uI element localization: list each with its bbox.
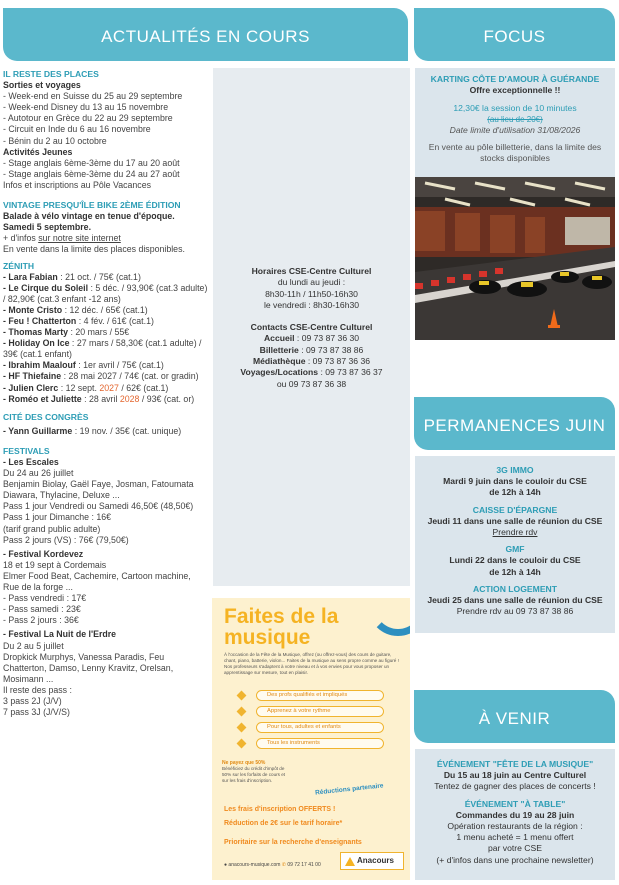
zenith-artist: - Ibrahim Maalouf (3, 360, 76, 371)
zenith-year: 2028 (119, 393, 140, 404)
ad-bullet-icon (237, 739, 247, 749)
escales-line: Pass 1 jour Vendredi ou Samedi 46,50€ (48,50€) (3, 501, 194, 512)
perm-line: Jeudi 25 dans une salle de réunion du CSE (427, 595, 603, 606)
perm-line: de 12h à 14h (489, 487, 541, 498)
ad-contact (224, 862, 321, 868)
contact-line (213, 367, 410, 378)
perm-line: Jeudi 11 dans une salle de réunion du CSE (427, 515, 603, 526)
jeunes-title: Activités Jeunes (3, 146, 73, 157)
zenith-detail: : 5 déc. / 93,90€ (cat.3 adulte) / 82,90€ (cat.3 enfant -12 ans) (3, 282, 208, 304)
zenith-artist: - Le Cirque du Soleil (3, 282, 89, 293)
sorties-item: - Autotour en Grèce du 22 au 29 septembre (3, 113, 173, 124)
phone-icon: ✆ (281, 862, 286, 868)
event-line: 1 menu acheté = 1 menu offert (456, 832, 574, 843)
kordevez-line: Elmer Food Beat, Cachemire, Cartoon machine, Rue de la forge ... (3, 570, 191, 593)
erdre-line: Il reste des pass : (3, 684, 72, 695)
zenith-artist: - Monte Cristo (3, 304, 63, 315)
zenith-artist: - Julien Clerc (3, 382, 59, 393)
focus-price: 12,30€ la session de 10 minutes (453, 103, 577, 113)
section-congres-title: CITÉ DES CONGRÈS (3, 411, 89, 422)
zenith-item (3, 360, 209, 371)
vintage-sale: En vente dans la limite des places disponibles. (3, 244, 185, 255)
focus-offer: Offre exceptionnelle !! (469, 85, 561, 95)
jeunes-item: - Stage anglais 6ème-3ème du 17 au 20 août (3, 157, 180, 168)
contact-line (213, 356, 410, 367)
zenith-detail: : 12 déc. / 65€ (cat.1) (62, 304, 148, 315)
hours-line: 8h30-11h / 11h50-16h30 (265, 288, 358, 299)
kordevez-line: - Pass vendredi : 17€ (3, 593, 87, 604)
anacours-logo (340, 852, 404, 870)
focus-title: KARTING CÔTE D'AMOUR À GUÉRANDE (430, 74, 600, 84)
vintage-info (3, 233, 209, 244)
infos-text: Infos et inscriptions au Pôle Vacances (3, 179, 152, 190)
hours-line: le vendredi : 8h30-16h30 (263, 299, 360, 310)
perm-rdv-link[interactable]: Prendre rdv (492, 527, 538, 538)
section-zenith-title: ZÉNITH (3, 260, 35, 271)
ad-bullet-icon (237, 723, 247, 733)
escales-line: Pass 1 jour Dimanche : 16€ (3, 512, 112, 523)
focus-old-price: (au lieu de 20€) (487, 115, 543, 124)
ad-tax-credit (222, 760, 292, 784)
event-title: ÉVÉNEMENT "FÊTE DE LA MUSIQUE" (436, 759, 594, 769)
zenith-detail: / 62€ (cat.1) (118, 382, 169, 393)
vintage-info-prefix: + d'infos (3, 233, 39, 244)
hours-line: du lundi au jeudi : (277, 277, 346, 288)
contact-line: ou 09 73 87 36 38 (276, 378, 347, 389)
ad-pill: Pour tous, adultes et enfants (256, 722, 384, 733)
zenith-item (3, 283, 209, 305)
sorties-item: - Week-end en Suisse du 25 au 29 septembre (3, 91, 183, 102)
zenith-item (3, 316, 209, 327)
erdre-line: Du 2 au 5 juillet (3, 640, 64, 651)
zenith-item (3, 394, 209, 405)
zenith-artist: - Thomas Marty (3, 327, 69, 338)
header-actualites: ACTUALITÉS EN COURS (3, 8, 408, 61)
karting-track-illustration (415, 177, 615, 340)
sorties-item: - Circuit en Inde du 6 au 16 novembre (3, 124, 151, 135)
congres-item (3, 426, 209, 437)
escales-title: - Les Escales (3, 457, 59, 467)
zenith-detail: : 27 mars / 58,30€ (cat.1 adulte) / 39€ (cat.1 enfant) (3, 338, 202, 360)
zenith-item (3, 338, 209, 360)
ad-bullet-icon (237, 691, 247, 701)
ad-tax-credit-text: Bénéficiez du crédit d'impôt de 50% sur les forfaits de cours et sur les frais d'inscription. (222, 766, 286, 783)
contact-phone: : 09 73 87 38 86 (298, 344, 364, 355)
focus-limit: Date limite d'utilisation 31/08/2026 (449, 125, 581, 135)
permanences-panel (415, 456, 615, 633)
event-line: par votre CSE (488, 843, 542, 854)
congres-artist: - Yann Guillarme (3, 425, 73, 436)
zenith-year: 2027 (99, 382, 119, 393)
ad-title: Faites de la musique (224, 605, 339, 649)
contact-line (213, 345, 410, 356)
ad-text: À l'occasion de la Fête de la Musique, offrez (ou offrez-vous) des cours de guitare, chant, piano, batterie, violon... Faites de la musique au sens propre comme au figuré ! Nos professeurs s'adaptent à votre niveau et à vos envies pour vous proposer un apprentissage sur mesure, tout en plaisir. (224, 652, 399, 675)
perm-title: CAISSE D'ÉPARGNE (472, 504, 558, 515)
kordevez-title: - Festival Kordevez (3, 548, 84, 559)
ad-phone: 09 72 17 41 00 (287, 862, 321, 868)
zenith-detail: : 1er avril / 75€ (cat.1) (75, 360, 164, 371)
escales-line: (tarif grand public adulte) (3, 523, 101, 534)
ad-pill: Des profs qualifiés et impliqués (256, 690, 384, 701)
globe-icon: ● (224, 862, 228, 868)
ad-decor-arc (368, 598, 410, 636)
escales-line: Pass 2 jours (VS) : 76€ (79,50€) (3, 534, 129, 545)
perm-line: Mardi 9 juin dans le couloir du CSE (443, 476, 587, 487)
left-column (3, 66, 209, 718)
logo-text: Anacours (357, 856, 394, 865)
zenith-detail: / 93€ (cat. or) (139, 393, 195, 404)
perm-line: de 12h à 14h (489, 566, 541, 577)
perm-title: GMF (505, 544, 525, 555)
escales-line: Benjamin Biolay, Gaël Faye, Josman, Fatoumata Diawara, Thylacine, Deluxe ... (3, 479, 194, 501)
event-line: Du 15 au 18 juin au Centre Culturel (443, 770, 587, 781)
zenith-artist: - Feu ! Chatterton (3, 315, 77, 326)
hours-title: Horaires CSE-Centre Culturel (251, 266, 372, 276)
ad-bullet-icon (237, 707, 247, 717)
contact-label: Médiathèque (252, 356, 306, 367)
zenith-item (3, 327, 209, 338)
erdre-line: 7 pass 3J (J/V/S) (3, 707, 70, 718)
contact-label: Billetterie (259, 344, 299, 355)
event-title: ÉVÉNEMENT "À TABLE" (464, 798, 566, 809)
ad-tax-credit-title: Ne payez que 50% (222, 760, 266, 766)
focus-sale: En vente au pôle billetterie, dans la limite des stocks disponibles (428, 142, 602, 163)
zenith-artist: - Lara Fabian (3, 271, 58, 282)
zenith-detail: : 21 oct. / 75€ (cat.1) (57, 271, 141, 282)
avenir-panel (415, 749, 615, 880)
perm-title: ACTION LOGEMENT (472, 583, 558, 594)
focus-panel (415, 68, 615, 177)
sorties-item: - Bénin du 2 au 10 octobre (3, 135, 107, 146)
ad-pill: Apprenez à votre rythme (256, 706, 384, 717)
ad-pill: Tous les instruments (256, 738, 384, 749)
header-avenir: À VENIR (414, 690, 615, 743)
zenith-detail: : 4 fév. / 61€ (cat.1) (76, 315, 154, 326)
section-vintage-title: VINTAGE PRESQU'ÎLE BIKE 2ÈME ÉDITION (3, 200, 181, 211)
contact-label: Voyages/Locations (240, 367, 319, 378)
header-permanences: PERMANENCES JUIN (414, 397, 615, 450)
zenith-item (3, 371, 209, 382)
contacts-title: Contacts CSE-Centre Culturel (250, 322, 373, 333)
zenith-item (3, 305, 209, 316)
ad-reductions: Réductions partenaire (314, 782, 384, 797)
karting-photo (415, 177, 615, 340)
cse-info-panel (213, 68, 410, 586)
zenith-item (3, 272, 209, 283)
zenith-detail: : 12 sept. (58, 382, 100, 393)
ad-offer-line: Les frais d'inscription OFFERTS ! (224, 806, 336, 813)
zenith-detail: : 28 mai 2027 / 74€ (cat. or gradin) (61, 371, 199, 382)
perm-line: Lundi 22 dans le couloir du CSE (449, 555, 581, 566)
section-places-title: IL RESTE DES PLACES (3, 69, 99, 79)
contact-phone: : 09 73 87 36 37 (318, 367, 383, 378)
erdre-title: - Festival La Nuit de l'Erdre (3, 629, 117, 640)
zenith-artist: - Roméo et Juliette (3, 393, 82, 404)
zenith-artist: - HF Thiefaine (3, 371, 62, 382)
anacours-ad[interactable] (212, 598, 410, 880)
contact-phone: : 09 73 87 36 30 (294, 333, 360, 344)
zenith-detail: : 28 avril (81, 393, 120, 404)
escales-line: Du 24 au 26 juillet (3, 468, 74, 479)
event-line: Commandes du 19 au 28 juin (455, 809, 575, 820)
ad-site[interactable]: anacours-musique.com (228, 862, 281, 868)
kordevez-line: - Pass 2 jours : 36€ (3, 615, 79, 626)
vintage-desc: Balade à vélo vintage en tenue d'époque. (3, 211, 175, 222)
vintage-site-link[interactable]: sur notre site internet (38, 233, 121, 244)
contact-label: Accueil (263, 333, 295, 344)
zenith-item (3, 383, 209, 394)
kordevez-line: 18 et 19 sept à Cordemais (3, 559, 107, 570)
ad-offer-line: Réduction de 2€ sur le tarif horaire* (224, 820, 343, 827)
event-line: Tentez de gagner des places de concerts ! (434, 781, 596, 792)
zenith-artist: - Holiday On Ice (3, 338, 70, 349)
logo-triangle-icon (345, 857, 355, 866)
contact-phone: : 09 73 87 36 36 (305, 356, 371, 367)
kordevez-line: - Pass samedi : 23€ (3, 604, 81, 615)
sorties-title: Sorties et voyages (3, 80, 81, 91)
perm-line: Prendre rdv au 09 73 87 38 86 (456, 606, 574, 617)
congres-detail: : 19 nov. / 35€ (cat. unique) (72, 425, 182, 436)
vintage-date: Samedi 5 septembre. (3, 222, 92, 233)
section-festivals-title: FESTIVALS (3, 445, 50, 456)
sorties-item: - Week-end Disney du 13 au 15 novembre (3, 102, 169, 113)
jeunes-item: - Stage anglais 6ème-3ème du 24 au 27 août (3, 168, 180, 179)
ad-offer-line: Prioritaire sur la recherche d'enseignants (224, 839, 362, 846)
zenith-detail: : 20 mars / 55€ (68, 327, 130, 338)
perm-title: 3G IMMO (496, 465, 534, 475)
erdre-line: Dropkick Murphys, Vanessa Paradis, Feu Chatterton, Damso, Lenny Kravitz, Orelsan, Mosimann ... (3, 651, 174, 684)
erdre-line: 3 pass 2J (J/V) (3, 695, 62, 706)
event-line: Opération restaurants de la région : (447, 821, 583, 832)
header-focus: FOCUS (414, 8, 615, 61)
event-line: (+ d'infos dans une prochaine newsletter) (436, 854, 594, 865)
contact-line (213, 333, 410, 344)
